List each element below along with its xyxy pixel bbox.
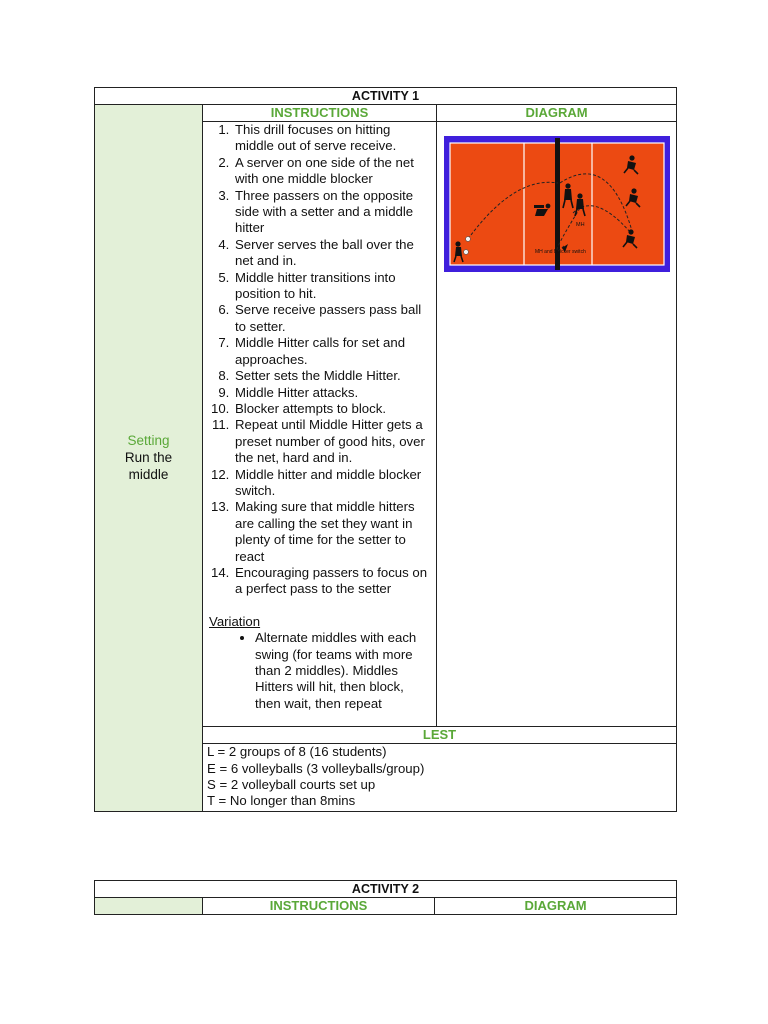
list-item: 1. This drill focuses on hitting middle out of serve receive. bbox=[233, 122, 432, 155]
instructions-header: INSTRUCTIONS bbox=[203, 105, 437, 122]
mh-label: MH bbox=[576, 222, 585, 228]
lest-line: S = 2 volleyball courts set up bbox=[207, 777, 376, 793]
lest-line: L = 2 groups of 8 (16 students) bbox=[207, 744, 387, 760]
ball-icon bbox=[464, 250, 469, 255]
list-item: 3. Three passers on the opposite side with a setter and a middle hitter bbox=[233, 188, 432, 237]
activity-1-side-cell bbox=[95, 105, 203, 812]
activity-2-table bbox=[94, 880, 677, 915]
activity-category: Setting bbox=[127, 433, 170, 449]
volleyball-court-diagram bbox=[444, 136, 670, 272]
list-item: 13. Making sure that middle hitters are calling the set they want in plenty of time for the setter to react bbox=[233, 499, 432, 565]
activity-1-table bbox=[94, 87, 677, 812]
activity-name: Run the middle bbox=[124, 450, 173, 483]
activity-2-side-cell bbox=[95, 898, 203, 915]
instructions-header: INSTRUCTIONS bbox=[203, 898, 435, 915]
list-item: • Alternate middles with each swing (for teams with more than 2 middles). Middles Hitters will hit, then block, then wait, then repeat bbox=[255, 630, 432, 712]
lest-header: LEST bbox=[203, 727, 677, 744]
variation-list bbox=[209, 630, 432, 712]
list-item: 6. Serve receive passers pass ball to setter. bbox=[233, 302, 432, 335]
list-item: 9. Middle Hitter attacks. bbox=[233, 385, 432, 401]
list-item: 7. Middle Hitter calls for set and approaches. bbox=[233, 335, 432, 368]
list-item: 12. Middle hitter and middle blocker switch. bbox=[233, 467, 432, 500]
list-item: 5. Middle hitter transitions into position to hit. bbox=[233, 270, 432, 303]
list-item: 2. A server on one side of the net with one middle blocker bbox=[233, 155, 432, 188]
lest-line: T = No longer than 8mins bbox=[207, 793, 356, 809]
activity-2-title: ACTIVITY 2 bbox=[95, 881, 677, 898]
list-item: 11. Repeat until Middle Hitter gets a preset number of good hits, over the net, hard and in. bbox=[233, 417, 432, 466]
diagram-cell bbox=[437, 122, 677, 727]
switch-label: MH and Blocker switch bbox=[535, 249, 586, 255]
list-item: 10. Blocker attempts to block. bbox=[233, 401, 432, 417]
activity-1-title: ACTIVITY 1 bbox=[95, 88, 677, 105]
variation-title: Variation bbox=[209, 613, 261, 629]
diagram-header: DIAGRAM bbox=[437, 105, 677, 122]
ball-icon bbox=[466, 237, 471, 242]
diagram-header: DIAGRAM bbox=[435, 898, 677, 915]
lest-cell bbox=[203, 744, 677, 812]
list-item: 8. Setter sets the Middle Hitter. bbox=[233, 368, 432, 384]
instructions-cell bbox=[203, 122, 437, 727]
instructions-list bbox=[209, 122, 432, 598]
list-item: 14. Encouraging passers to focus on a perfect pass to the setter bbox=[233, 565, 432, 598]
lest-line: E = 6 volleyballs (3 volleyballs/group) bbox=[207, 760, 425, 776]
list-item: 4. Server serves the ball over the net and in. bbox=[233, 237, 432, 270]
